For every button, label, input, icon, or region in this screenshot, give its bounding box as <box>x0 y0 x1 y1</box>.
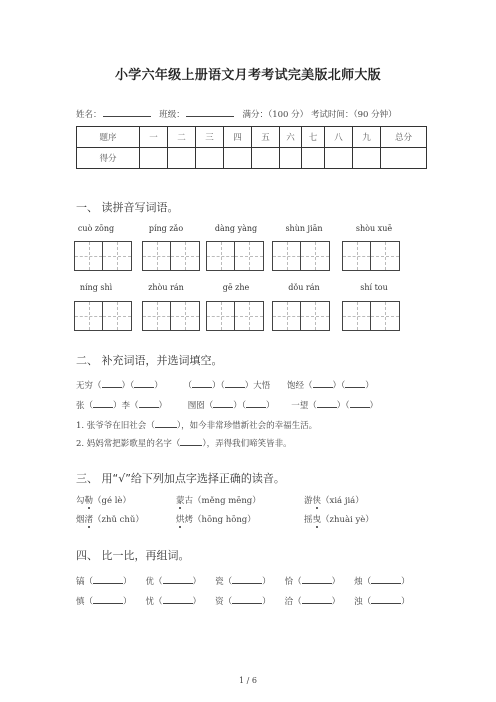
writing-box-pair[interactable] <box>342 241 400 271</box>
pinyin-label: dàng yàng <box>214 224 258 233</box>
score-row-label: 得分 <box>77 148 140 169</box>
writing-cell[interactable] <box>343 302 371 330</box>
full-score-label: 满分：（100 分） <box>242 110 309 120</box>
class-label: 班级： <box>159 110 185 120</box>
reading-item <box>304 494 364 506</box>
score-header-cell: 四 <box>224 127 252 148</box>
compare-char: 忧（ <box>145 597 163 607</box>
page-number: 1 / 6 <box>239 676 257 685</box>
dotted-char: 勒 <box>84 496 94 506</box>
idiom-text: ） <box>158 401 168 411</box>
idiom-text: ）（ <box>121 381 135 391</box>
writing-cell[interactable] <box>235 242 263 270</box>
idiom-text: 一望（ <box>291 401 317 411</box>
score-header-cell: 八 <box>325 127 353 148</box>
idiom-text: 无穷（ <box>76 381 102 391</box>
writing-box-pair[interactable] <box>272 241 330 271</box>
sentence-text: 2. 妈妈常把影歌星的名字（ <box>76 439 181 449</box>
pinyin-label: gē zhe <box>222 283 250 292</box>
compare-row-2 <box>76 594 410 607</box>
fill-blank[interactable] <box>93 574 123 584</box>
close-paren: ） <box>331 577 341 587</box>
score-cell[interactable] <box>140 148 168 169</box>
word-char: 摇 <box>304 515 313 525</box>
idiom-text: ）大悟 <box>244 381 271 391</box>
compare-char: 瓷（ <box>215 577 233 587</box>
fill-blank[interactable] <box>345 378 365 388</box>
writing-cell[interactable] <box>103 302 131 330</box>
idiom-line-1 <box>76 378 374 391</box>
fill-blank[interactable] <box>232 594 262 604</box>
reading-options[interactable]: （xiá jiá） <box>321 496 364 506</box>
fill-blank[interactable] <box>155 418 177 428</box>
fill-blank[interactable] <box>317 398 337 408</box>
name-blank[interactable] <box>103 108 151 117</box>
writing-cell[interactable] <box>207 302 235 330</box>
writing-cell[interactable] <box>75 242 103 270</box>
compare-char: 慎（ <box>76 597 94 607</box>
writing-cell[interactable] <box>343 242 371 270</box>
writing-cell[interactable] <box>171 242 199 270</box>
close-paren: ） <box>401 577 410 587</box>
close-paren: ） <box>262 577 271 587</box>
pinyin-label: cuò zōng <box>77 224 115 233</box>
reading-options[interactable]: （zhuài yè） <box>321 515 374 525</box>
writing-cell[interactable] <box>371 302 399 330</box>
idiom-text: （ <box>183 381 193 391</box>
score-header-cell: 总分 <box>381 127 427 148</box>
name-label: 姓名： <box>76 110 102 120</box>
idiom-text: 饱经（ <box>287 381 313 391</box>
writing-cell[interactable] <box>207 242 235 270</box>
writing-cell[interactable] <box>143 302 171 330</box>
score-cell[interactable] <box>196 148 224 169</box>
fill-blank[interactable] <box>192 378 212 388</box>
fill-blank[interactable] <box>371 574 401 584</box>
reading-item <box>76 513 144 525</box>
pinyin-label: píng zǎo <box>148 224 184 233</box>
fill-blank[interactable] <box>139 398 159 408</box>
compare-char: 浊（ <box>354 597 372 607</box>
writing-cell[interactable] <box>301 242 329 270</box>
compare-char: 恰（ <box>284 577 302 587</box>
writing-cell[interactable] <box>171 302 199 330</box>
sentence-text: ），弄得我们啼笑皆非。 <box>202 439 292 449</box>
score-table-header-row <box>77 127 427 148</box>
idiom-text: ） <box>266 401 275 411</box>
fill-blank[interactable] <box>232 574 262 584</box>
sentence-1 <box>76 418 317 431</box>
fill-blank[interactable] <box>163 594 193 604</box>
compare-char: 镐（ <box>76 577 94 587</box>
compare-row-1 <box>76 574 410 587</box>
score-cell[interactable] <box>280 148 302 169</box>
reading-options[interactable]: （zhǔ chǔ） <box>93 515 144 525</box>
class-blank[interactable] <box>186 108 234 117</box>
sentence-2 <box>76 436 292 449</box>
score-table-score-row <box>77 148 427 169</box>
student-info-line <box>76 108 397 120</box>
pinyin-label: níng shì <box>79 283 113 292</box>
fill-blank[interactable] <box>93 398 113 408</box>
idiom-text: ）（ <box>332 381 346 391</box>
idiom-text: ）（ <box>336 401 350 411</box>
fill-blank[interactable] <box>371 594 401 604</box>
pinyin-label: shùn jiān <box>285 224 323 233</box>
score-header-cell: 题序 <box>77 127 140 148</box>
close-paren: ） <box>123 577 132 587</box>
reading-item <box>76 494 131 506</box>
close-paren: ） <box>331 597 341 607</box>
fill-blank[interactable] <box>302 594 332 604</box>
writing-cell[interactable] <box>235 302 263 330</box>
idiom-text: ）（ <box>212 381 225 391</box>
dotted-char: 烘 <box>176 515 185 525</box>
score-table <box>76 126 427 169</box>
score-cell[interactable] <box>252 148 280 169</box>
idiom-text: 囫囵（ <box>187 401 214 411</box>
section-2-heading: 二、 补充词语，并选词填空。 <box>76 354 223 367</box>
close-paren: ） <box>262 597 271 607</box>
pinyin-label: shòu xuē <box>355 224 393 233</box>
writing-box-pair[interactable] <box>74 301 132 331</box>
pinyin-label: shí tou <box>360 283 388 292</box>
score-header-cell: 一 <box>140 127 168 148</box>
idiom-text: ） <box>365 381 374 391</box>
writing-cell[interactable] <box>75 302 103 330</box>
fill-blank[interactable] <box>163 574 193 584</box>
fill-blank[interactable] <box>302 574 332 584</box>
score-header-cell: 七 <box>302 127 325 148</box>
compare-char: 烛（ <box>354 577 372 587</box>
idiom-text: 张（ <box>76 401 94 411</box>
fill-blank[interactable] <box>180 436 202 446</box>
reading-options[interactable]: （měng mēng） <box>193 496 261 506</box>
close-paren: ） <box>192 597 202 607</box>
word-char: 烟 <box>76 515 85 525</box>
dotted-char: 侠 <box>312 496 322 506</box>
compare-char: 资（ <box>215 597 233 607</box>
score-cell[interactable] <box>302 148 325 169</box>
idiom-text: ）（ <box>233 401 247 411</box>
word-char: 游 <box>304 496 313 506</box>
writing-cell[interactable] <box>273 242 301 270</box>
sentence-text: ），如今非常珍惜新社会的幸福生活。 <box>176 421 318 431</box>
writing-cell[interactable] <box>371 242 399 270</box>
fill-blank[interactable] <box>246 398 266 408</box>
reading-item <box>176 494 261 506</box>
close-paren: ） <box>192 577 202 587</box>
fill-blank[interactable] <box>134 378 154 388</box>
pinyin-label: zhòu rán <box>148 283 184 292</box>
word-char: 古 <box>184 496 194 506</box>
writing-cell[interactable] <box>103 242 131 270</box>
score-header-cell: 五 <box>252 127 280 148</box>
writing-box-pair[interactable] <box>272 301 330 331</box>
fill-blank[interactable] <box>102 378 122 388</box>
score-cell[interactable] <box>168 148 196 169</box>
dotted-char: 曳 <box>312 515 322 525</box>
writing-box-pair[interactable] <box>74 241 132 271</box>
close-paren: ） <box>401 597 410 607</box>
reading-item <box>304 513 374 525</box>
fill-blank[interactable] <box>313 378 333 388</box>
fill-blank[interactable] <box>350 398 370 408</box>
score-cell[interactable] <box>325 148 353 169</box>
dotted-char: 蒙 <box>176 496 185 506</box>
section-1-heading: 一、 读拼音写词语。 <box>76 201 179 214</box>
pinyin-label: dǒu rán <box>288 283 320 292</box>
section-4-heading: 四、 比一比，再组词。 <box>76 549 190 562</box>
dotted-char: 渚 <box>84 515 94 525</box>
page-title: 小学六年级上册语文月考考试完美版北师大版 <box>114 68 381 83</box>
fill-blank[interactable] <box>213 398 233 408</box>
word-char: 勾 <box>76 496 85 506</box>
writing-cell[interactable] <box>273 302 301 330</box>
fill-blank[interactable] <box>93 594 123 604</box>
reading-item <box>176 513 256 525</box>
writing-cell[interactable] <box>143 242 171 270</box>
exam-time-label: 考试时间：（90 分钟） <box>310 110 397 120</box>
reading-options[interactable]: （hōng hōng） <box>193 515 256 525</box>
compare-char: 洽（ <box>284 597 302 607</box>
writing-box-pair[interactable] <box>142 241 200 271</box>
writing-box-pair[interactable] <box>142 301 200 331</box>
writing-box-pair[interactable] <box>206 241 264 271</box>
score-header-cell: 六 <box>280 127 302 148</box>
section-3-heading: 三、 用“√”给下列加点字选择正确的读音。 <box>76 472 285 485</box>
writing-cell[interactable] <box>301 302 329 330</box>
score-cell[interactable] <box>224 148 252 169</box>
idiom-text: ） <box>369 401 379 411</box>
writing-box-pair[interactable] <box>342 301 400 331</box>
close-paren: ） <box>123 597 132 607</box>
fill-blank[interactable] <box>225 378 245 388</box>
compare-char: 优（ <box>145 577 163 587</box>
sentence-text: 1. 张爷爷在旧社会（ <box>76 421 155 431</box>
score-cell[interactable] <box>381 148 427 169</box>
score-header-cell: 九 <box>353 127 381 148</box>
idiom-line-2 <box>76 398 378 411</box>
idiom-text: ） <box>154 381 163 391</box>
score-header-cell: 二 <box>168 127 196 148</box>
idiom-text: ）李（ <box>113 401 139 411</box>
reading-options[interactable]: （gé lè） <box>93 496 131 506</box>
writing-box-pair[interactable] <box>206 301 264 331</box>
word-char: 烤 <box>184 515 194 525</box>
score-header-cell: 三 <box>196 127 224 148</box>
score-cell[interactable] <box>353 148 381 169</box>
